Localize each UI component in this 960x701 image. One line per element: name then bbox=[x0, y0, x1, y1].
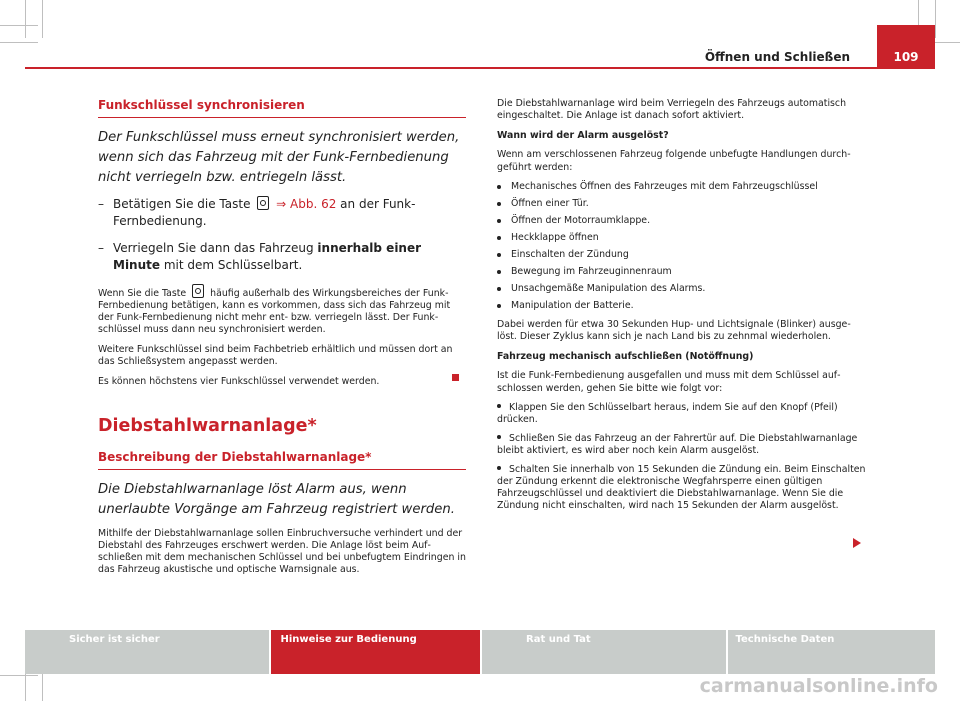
list-item-text: Schließen Sie das Fahrzeug an der Fahrertür auf. Die Diebstahlwarnanlage bleibt aktiviert, es wird aber noch kein Alarm ausgelöst. bbox=[497, 433, 858, 457]
subheading-alarm-trigger bbox=[497, 130, 867, 142]
crop-mark bbox=[935, 0, 936, 38]
crop-mark bbox=[0, 42, 38, 43]
list-item: Bewegung im Fahrzeuginnenraum bbox=[497, 266, 867, 278]
paragraph-auto-activation: Die Diebstahlwarnanlage wird beim Verriegeln des Fahrzeugs automatisch eingeschaltet. Die Anlage ist danach sofort aktiviert. bbox=[497, 98, 847, 122]
crop-mark bbox=[0, 25, 38, 26]
watermark: carmanualsonline.info bbox=[699, 675, 938, 697]
step-1-post: an der Funk-Fernbedienung. bbox=[113, 197, 416, 228]
instruction-step-2 bbox=[98, 240, 466, 274]
list-item: Einschalten der Zündung bbox=[497, 249, 867, 261]
end-of-section-icon bbox=[452, 374, 459, 381]
list-item: Heckklappe öffnen bbox=[497, 232, 867, 244]
list-item: Öffnen einer Tür. bbox=[497, 198, 867, 210]
remote-key-button-icon bbox=[192, 284, 204, 298]
crop-mark bbox=[42, 0, 43, 38]
step-1-text bbox=[113, 196, 466, 230]
paragraph-emergency-intro: Ist die Funk-Fernbedienung ausgefallen und muss mit dem Schlüssel aufschlossen werden, gehen Sie bitte wie folgt vor: bbox=[497, 370, 841, 394]
section-intro-alarm: Die Diebstahlwarnanlage löst Alarm aus, wenn unerlaubte Vorgänge am Fahrzeug registriert werden. bbox=[98, 482, 455, 517]
tab-rat-und-tat[interactable]: Rat und Tat bbox=[482, 630, 726, 674]
list-item: Mechanisches Öffnen des Fahrzeuges mit dem Fahrzeugschlüssel bbox=[497, 181, 867, 193]
trigger-list bbox=[497, 181, 867, 312]
running-header-title: Öffnen und Schließen bbox=[704, 50, 850, 64]
step-2-post: mit dem Schlüsselbart. bbox=[163, 258, 303, 272]
paragraph-signal-duration: Dabei werden für etwa 30 Sekunden Hup- und Lichtsignale (Blinker) ausgelöst. Dieser Zyklus kann sich je nach Land bis zu zehnmal wiederholen. bbox=[497, 319, 851, 343]
paragraph-alarm-purpose: Mithilfe der Diebstahlwarnanlage sollen Einbruchversuche verhindert und der Diebstahl des Fahrzeuges erschwert werden. Die Anlage löst beim Aufschließen mit dem mechanischen Schlüssel und bei unbefugtem Eindringen in das Fahrzeug akustische und optische Warnsignale aus. bbox=[98, 528, 466, 575]
right-column bbox=[497, 98, 867, 519]
chapter-navigation bbox=[25, 630, 935, 674]
paragraph-max-keys: Es können höchstens vier Funkschlüssel verwendet werden. bbox=[98, 376, 380, 387]
list-item: Unsachgemäße Manipulation des Alarms. bbox=[497, 283, 867, 295]
paragraph-sync-info bbox=[98, 284, 466, 336]
step-2-pre: Verriegeln Sie dann das Fahrzeug bbox=[113, 241, 314, 255]
para-1-pre: Wenn Sie die Taste bbox=[98, 288, 187, 299]
remote-key-button-icon bbox=[257, 196, 269, 210]
crop-mark bbox=[0, 675, 38, 676]
crop-mark bbox=[25, 0, 26, 38]
section-title-sync: Funkschlüssel synchronisieren bbox=[98, 98, 466, 118]
page-number: 109 bbox=[877, 25, 935, 69]
step-dash: – bbox=[98, 241, 104, 255]
para-1-post: häufig außerhalb des Wirkungsbereiches der Funk-Fernbedienung betätigen, kann es vorkommen, dass sich das Fahrzeug mit der Funk-Fernbedienung nicht mehr ent- bzw. verriegeln lässt. Der Funkschlüssel muss dann neu synchronisiert werden. bbox=[98, 288, 451, 335]
paragraph-extra-keys: Weitere Funkschlüssel sind beim Fachbetrieb erhältlich und müssen dort an das Schließsystem angepasst werden. bbox=[98, 344, 453, 367]
step-2-bold: innerhalb einer Minute bbox=[113, 241, 422, 272]
continued-arrow-icon bbox=[853, 538, 861, 548]
tab-hinweise-zur-bedienung[interactable]: Hinweise zur Bedienung bbox=[271, 630, 481, 674]
instruction-step-1 bbox=[98, 196, 466, 230]
subheading-emergency-open bbox=[497, 351, 867, 363]
step-2-text bbox=[113, 240, 466, 274]
paragraph-trigger-intro: Wenn am verschlossenen Fahrzeug folgende unbefugte Handlungen durchgeführt werden: bbox=[497, 149, 851, 173]
subheading-emergency-open-text: Fahrzeug mechanisch aufschließen (Notöffnung) bbox=[497, 350, 754, 362]
list-item: Manipulation der Batterie. bbox=[497, 300, 867, 312]
list-item-text: Klappen Sie den Schlüsselbart heraus, indem Sie auf den Knopf (Pfeil) drücken. bbox=[497, 402, 838, 426]
left-column bbox=[98, 98, 466, 584]
list-item bbox=[497, 464, 867, 512]
figure-reference-link[interactable]: ⇒ Abb. 62 bbox=[276, 197, 337, 211]
tab-technische-daten[interactable]: Technische Daten bbox=[728, 630, 936, 674]
list-item bbox=[497, 402, 867, 426]
subheading-alarm-trigger-text: Wann wird der Alarm ausgelöst? bbox=[497, 129, 669, 141]
section-intro-sync: Der Funkschlüssel muss erneut synchronisiert werden, wenn sich das Fahrzeug mit der Funk-Fernbedienung nicht verriegeln bzw. entriegeln lässt. bbox=[98, 130, 460, 185]
section-title-alarm: Beschreibung der Diebstahlwarnanlage* bbox=[98, 450, 466, 470]
chapter-title: Diebstahlwarnanlage* bbox=[98, 416, 317, 436]
step-1-pre: Betätigen Sie die Taste bbox=[113, 197, 251, 211]
tab-sicher-ist-sicher[interactable]: Sicher ist sicher bbox=[25, 630, 269, 674]
list-item: Öffnen der Motorraumklappe. bbox=[497, 215, 867, 227]
list-item bbox=[497, 433, 867, 457]
step-dash: – bbox=[98, 197, 104, 211]
list-item-text: Schalten Sie innerhalb von 15 Sekunden die Zündung ein. Beim Einschalten der Zündung erkennt die elektronische Wegfahrsperre einen gültigen Fahrzeugschlüssel und deaktiviert die Diebstahlwarnanlage. Wenn Sie die Zündung nicht einschalten, wird nach 15 Sekunden der Alarm ausgelöst. bbox=[497, 464, 866, 512]
header-rule bbox=[25, 67, 877, 69]
